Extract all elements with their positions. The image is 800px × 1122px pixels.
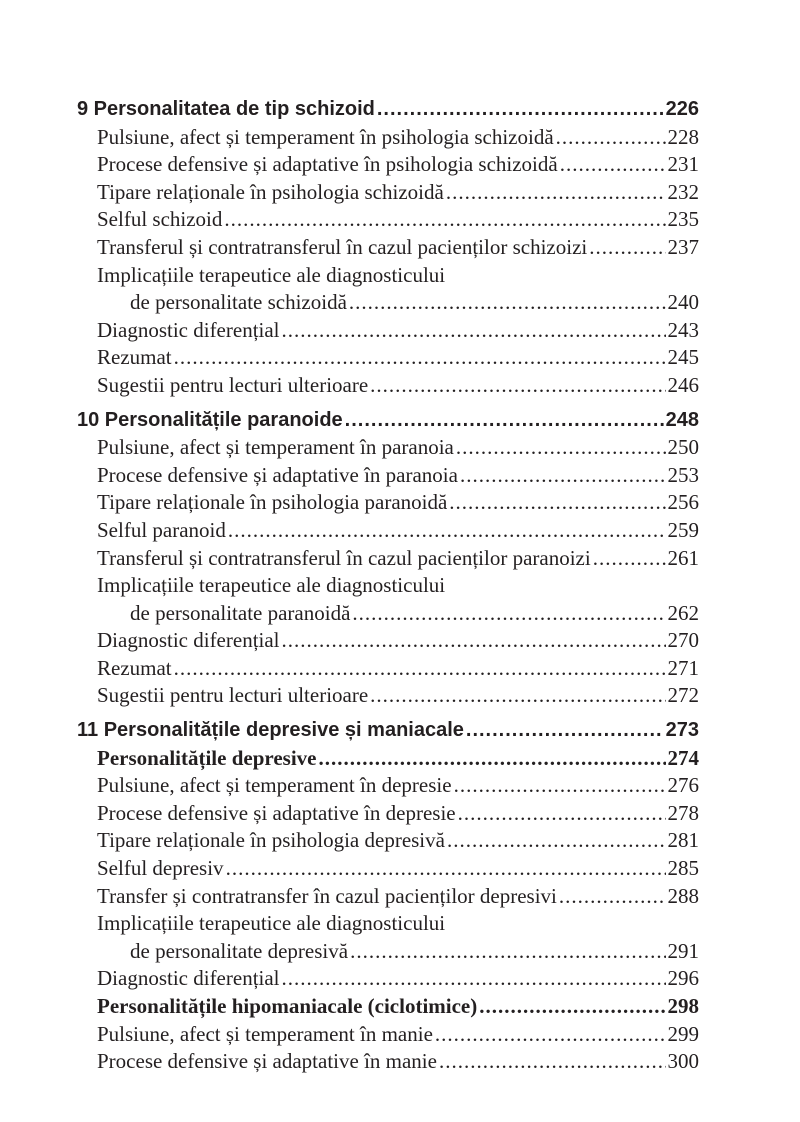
- entry-title: de personalitate schizoidă: [130, 290, 347, 315]
- entry-title: Pulsiune, afect și temperament în psihologia schizoidă: [97, 124, 554, 149]
- entry-title: Tipare relaționale în psihologia schizoidă: [97, 179, 444, 204]
- dot-leader: [435, 1021, 666, 1049]
- subchapter-entry[interactable]: [77, 993, 699, 1021]
- entry-title: Procese defensive și adaptative în manie: [97, 1049, 437, 1074]
- section-entry[interactable]: [77, 434, 699, 462]
- dot-leader: [174, 655, 666, 683]
- section-entry[interactable]: [77, 289, 699, 317]
- entry-title: Sugestii pentru lecturi ulterioare: [97, 372, 369, 397]
- dot-leader: [456, 434, 666, 462]
- page-number: 232: [667, 179, 699, 204]
- entry-title: Tipare relaționale în psihologia depresivă: [97, 828, 445, 853]
- page-number: 271: [667, 655, 699, 680]
- dot-leader: [282, 627, 666, 655]
- entry-title: Pulsiune, afect și temperament în manie: [97, 1021, 433, 1046]
- section-entry[interactable]: [77, 206, 699, 234]
- section-entry-first-line[interactable]: Implicațiile terapeutice ale diagnosticului: [97, 262, 446, 287]
- chapter-spacer: [77, 400, 699, 407]
- section-entry[interactable]: [77, 600, 699, 628]
- section-entry[interactable]: [77, 317, 699, 345]
- dot-leader: [352, 600, 665, 628]
- chapter-entry[interactable]: [77, 717, 699, 745]
- section-entry[interactable]: [77, 344, 699, 372]
- dot-leader: [174, 344, 666, 372]
- section-entry[interactable]: [77, 682, 699, 710]
- section-entry[interactable]: [77, 655, 699, 683]
- entry-title: Pulsiune, afect și temperament în paranoia: [97, 435, 454, 460]
- section-entry[interactable]: [77, 545, 699, 573]
- page-number: 245: [667, 345, 699, 370]
- page-number: 270: [667, 628, 699, 653]
- dot-leader: [589, 234, 665, 262]
- entry-title: Transfer și contratransfer în cazul pacienților depresivi: [97, 883, 557, 908]
- page-number: 299: [667, 1021, 699, 1046]
- dot-leader: [370, 682, 665, 710]
- entry-title: de personalitate depresivă: [130, 938, 349, 963]
- page-number: 291: [667, 938, 699, 963]
- section-entry[interactable]: [77, 1021, 699, 1049]
- entry-title: Rezumat: [97, 655, 172, 680]
- page-number: 240: [667, 290, 699, 315]
- subchapter-entry[interactable]: [77, 745, 699, 773]
- entry-title: Tipare relaționale în psihologia paranoidă: [97, 490, 448, 515]
- dot-leader: [350, 938, 665, 966]
- section-entry[interactable]: [77, 234, 699, 262]
- page-number: 274: [667, 745, 699, 770]
- chapter-spacer: [77, 710, 699, 717]
- page-number: 273: [665, 719, 699, 742]
- section-entry[interactable]: [77, 372, 699, 400]
- chapter-entry[interactable]: [77, 96, 699, 124]
- page-number: 243: [667, 317, 699, 342]
- entry-title: Rezumat: [97, 345, 172, 370]
- page-number: 256: [667, 490, 699, 515]
- dot-leader: [282, 965, 666, 993]
- entry-title: Personalitățile depresive: [97, 745, 317, 770]
- page-number: 262: [667, 600, 699, 625]
- section-entry-first-line[interactable]: Implicațiile terapeutice ale diagnosticului: [97, 573, 446, 598]
- entry-title: 10 Personalitățile paranoide: [77, 408, 343, 431]
- dot-leader: [593, 545, 666, 573]
- page-number: 298: [667, 994, 699, 1018]
- section-entry[interactable]: [77, 827, 699, 855]
- entry-title: Procese defensive și adaptative în psihologia schizoidă: [97, 152, 558, 177]
- entry-title: Transferul și contratransferul în cazul pacienților paranoizi: [97, 545, 591, 570]
- page-number: 259: [667, 517, 699, 542]
- dot-leader: [454, 772, 666, 800]
- entry-title: Pulsiune, afect și temperament în depresie: [97, 773, 452, 798]
- table-of-contents: [77, 96, 699, 1076]
- dot-leader: [377, 96, 664, 124]
- section-entry[interactable]: [77, 772, 699, 800]
- dot-leader: [466, 717, 664, 745]
- section-entry[interactable]: [77, 517, 699, 545]
- entry-title: Selful schizoid: [97, 207, 223, 232]
- page-number: 246: [667, 372, 699, 397]
- entry-title: Procese defensive și adaptative în depresie: [97, 800, 456, 825]
- entry-title: Personalitățile hipomaniacale (ciclotimice): [97, 994, 478, 1018]
- dot-leader: [319, 745, 666, 773]
- page-number: 281: [667, 828, 699, 853]
- dot-leader: [349, 289, 666, 317]
- section-entry[interactable]: [77, 179, 699, 207]
- page-number: 237: [667, 234, 699, 259]
- page-number: 235: [667, 207, 699, 232]
- section-entry[interactable]: [77, 124, 699, 152]
- section-entry-first-line[interactable]: Implicațiile terapeutice ale diagnosticului: [97, 911, 446, 936]
- dot-leader: [228, 517, 666, 545]
- dot-leader: [559, 883, 666, 911]
- entry-title: de personalitate paranoidă: [130, 600, 351, 625]
- page-number: 253: [667, 462, 699, 487]
- dot-leader: [479, 993, 665, 1021]
- section-entry[interactable]: [77, 1048, 699, 1076]
- page-number: 278: [667, 800, 699, 825]
- entry-title: Diagnostic diferențial: [97, 628, 280, 653]
- dot-leader: [449, 489, 665, 517]
- page-number: 296: [667, 966, 699, 991]
- page-number: 226: [665, 98, 699, 120]
- page-number: 300: [667, 1049, 699, 1074]
- page-number: 231: [667, 152, 699, 177]
- page-number: 272: [667, 683, 699, 708]
- entry-title: Selful paranoid: [97, 517, 226, 542]
- section-entry[interactable]: [77, 855, 699, 883]
- dot-leader: [345, 407, 664, 435]
- section-entry[interactable]: [77, 965, 699, 993]
- entry-title: Procese defensive și adaptative în paranoia: [97, 462, 458, 487]
- dot-leader: [282, 317, 666, 345]
- entry-title: Selful depresiv: [97, 856, 224, 881]
- section-entry[interactable]: [77, 938, 699, 966]
- dot-leader: [446, 179, 666, 207]
- section-entry[interactable]: [77, 883, 699, 911]
- section-entry[interactable]: [77, 151, 699, 179]
- dot-leader: [447, 827, 666, 855]
- entry-title: 11 Personalitățile depresive și maniacale: [77, 719, 464, 742]
- section-entry[interactable]: [77, 627, 699, 655]
- entry-title: Sugestii pentru lecturi ulterioare: [97, 683, 369, 708]
- chapter-entry[interactable]: [77, 407, 699, 435]
- entry-title: Transferul și contratransferul în cazul pacienților schizoizi: [97, 234, 588, 259]
- entry-title: Diagnostic diferențial: [97, 317, 280, 342]
- entry-title: 9 Personalitatea de tip schizoid: [77, 98, 375, 120]
- dot-leader: [370, 372, 665, 400]
- section-entry[interactable]: [77, 489, 699, 517]
- dot-leader: [439, 1048, 666, 1076]
- page-number: 248: [665, 408, 699, 431]
- dot-leader: [560, 151, 666, 179]
- page-number: 285: [667, 856, 699, 881]
- dot-leader: [460, 462, 666, 490]
- page-number: 250: [667, 435, 699, 460]
- section-entry[interactable]: [77, 800, 699, 828]
- dot-leader: [458, 800, 666, 828]
- dot-leader: [556, 124, 666, 152]
- page-number: 276: [667, 773, 699, 798]
- page-number: 288: [667, 883, 699, 908]
- entry-title: Diagnostic diferențial: [97, 966, 280, 991]
- dot-leader: [226, 855, 666, 883]
- page-number: 261: [667, 545, 699, 570]
- page-number: 228: [667, 124, 699, 149]
- section-entry[interactable]: [77, 462, 699, 490]
- dot-leader: [224, 206, 665, 234]
